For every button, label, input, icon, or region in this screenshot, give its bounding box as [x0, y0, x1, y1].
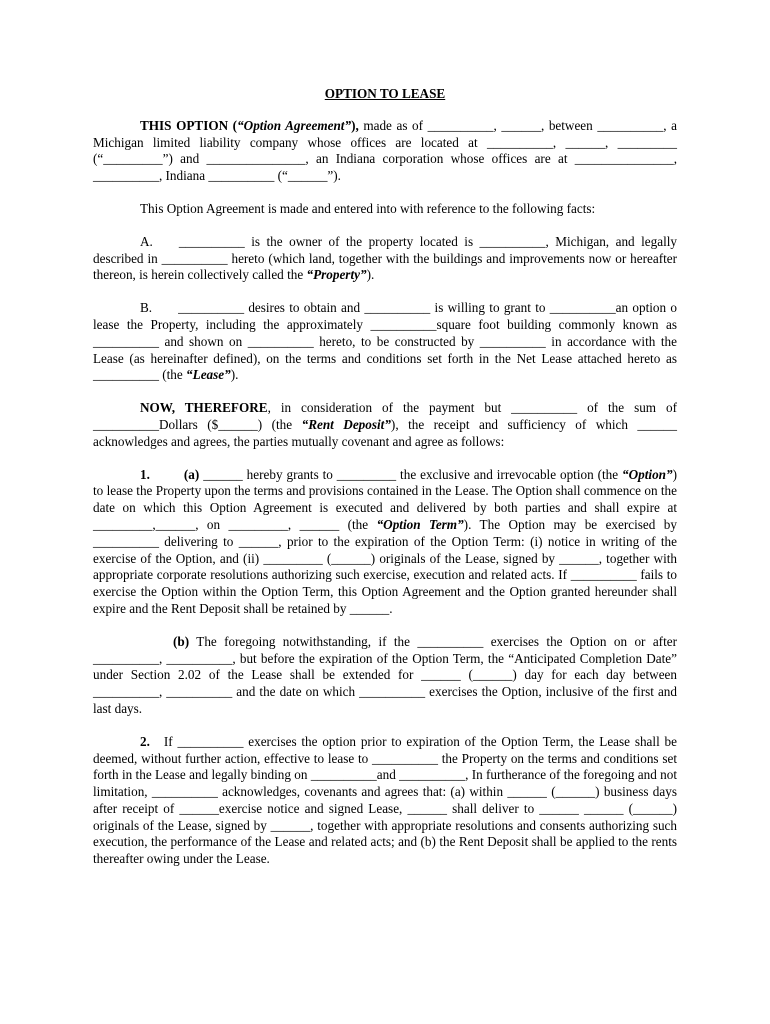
section-1b-paragraph — [93, 634, 677, 718]
now-therefore-term: “Rent Deposit” — [301, 416, 391, 432]
fact-a-text: __________ is the owner of the property located is __________, Michigan, and legally described in __________ hereto (which land, together with the buildings and improvements now or hereafter thereon, is herein collectively called the — [93, 233, 677, 283]
section-1a-paragraph — [93, 467, 677, 618]
now-therefore-end: ), the receipt and sufficiency of which ______ acknowledges and agrees, the parties mutually covenant and agree as follows: — [93, 416, 677, 449]
section-1a-text-1: ______ hereby grants to _________ the exclusive and irrevocable option (the — [199, 466, 623, 482]
fact-b-label: B. — [140, 300, 153, 316]
section-1b-label: (b) — [173, 633, 190, 649]
document-title: OPTION TO LEASE — [324, 86, 446, 101]
section-2-paragraph — [93, 734, 677, 868]
intro-lead: THIS OPTION ( — [140, 117, 238, 133]
section-1b-text: The foregoing notwithstanding, if the __________ exercises the Option on or after __________, __________, but before the expiration of the Option Term, the “Anticipated Completion Date” under Section 2.02 of the Lease shall be extended for ______ (______) day for each day between __________, __________ and the date on which __________ exercises the Option, inclusive of the first and last days. — [93, 633, 677, 716]
fact-b-text: __________ desires to obtain and __________ is willing to grant to __________an option o lease the Property, including the approximately __________square foot building commonly known as __________ and shown on __________ hereto, to be constructed by __________ in accordance with the Lease (as hereinafter defined), on the terms and conditions set forth in the Net Lease attached hereto as __________ (the — [93, 300, 677, 383]
intro-text: made as of __________, ______, between __________, a Michigan limited liability company whose offices are located at __________, ______, _________ (“_________”) and _______________, an Indiana corporation whose offices are at _______________, __________, Indiana __________ (“______”). — [93, 117, 677, 184]
fact-a-paragraph — [93, 234, 677, 284]
intro-paragraph — [93, 118, 677, 185]
fact-a-end: ). — [366, 267, 375, 283]
fact-b-end: ). — [230, 367, 239, 383]
now-therefore-text: , in consideration of the payment but __________ of the sum of __________Dollars ($______) (the — [93, 400, 677, 432]
fact-a-term: “Property” — [306, 267, 367, 283]
section-2-number: 2. — [140, 733, 150, 749]
section-1a-term-1: “Option” — [622, 466, 673, 482]
section-1a-label: (a) — [183, 466, 200, 482]
section-1a-text-3: ). The Option may be exercised by __________ delivering to ______, prior to the expiration of the Option Term: (i) notice in writing of the exercise of the Option, and (ii) _________ (______) originals of the Lease, signed by ______, together with appropriate corporate resolutions authorizing such exercise, execution and related acts. If __________ fails to exercise the Option within the Option Term, this Option Agreement and the Option granted hereunder shall expire and the Rent Deposit shall be retained by ______. — [93, 516, 677, 616]
section-2-text: If __________ exercises the option prior to expiration of the Option Term, the Lease shall be deemed, without further action, effective to lease to __________ the Property on the terms and conditions set forth in the Lease and legally binding on __________and __________, In furtherance of the foregoing and not limitation, __________ acknowledges, covenants and agrees that: (a) within ______ (______) business days after receipt of ______exercise notice and signed Lease, ______ shall deliver to ______ ______ (______) originals of the Lease, signed by ______, together with appropriate resolutions and consents authorizing such execution, the performance of the Lease and related acts; and (b) the Rent Deposit shall be applied to the rents thereafter owing under the Lease. — [93, 733, 677, 867]
intro-defined-term: “Option Agreement” — [237, 117, 352, 133]
now-therefore-lead: NOW, THEREFORE — [140, 400, 268, 416]
document-page — [93, 86, 677, 884]
intro-lead-end: ), — [351, 117, 359, 133]
fact-b-term: “Lease” — [186, 367, 231, 383]
section-1-number: 1. — [140, 466, 150, 482]
section-1a-text-2: ) to lease the Property upon the terms and provisions contained in the Lease. The Option shall commence on the date on which this Option Agreement is executed and delivered by both parties and shall expire at _________,______, on _________, ______ (the — [93, 466, 677, 532]
fact-a-label: A. — [140, 233, 153, 249]
section-1a-term-2: “Option Term” — [376, 516, 464, 532]
fact-b-paragraph — [93, 300, 677, 384]
now-therefore-paragraph — [93, 400, 677, 450]
reference-paragraph: This Option Agreement is made and entered into with reference to the following facts: — [140, 200, 596, 216]
